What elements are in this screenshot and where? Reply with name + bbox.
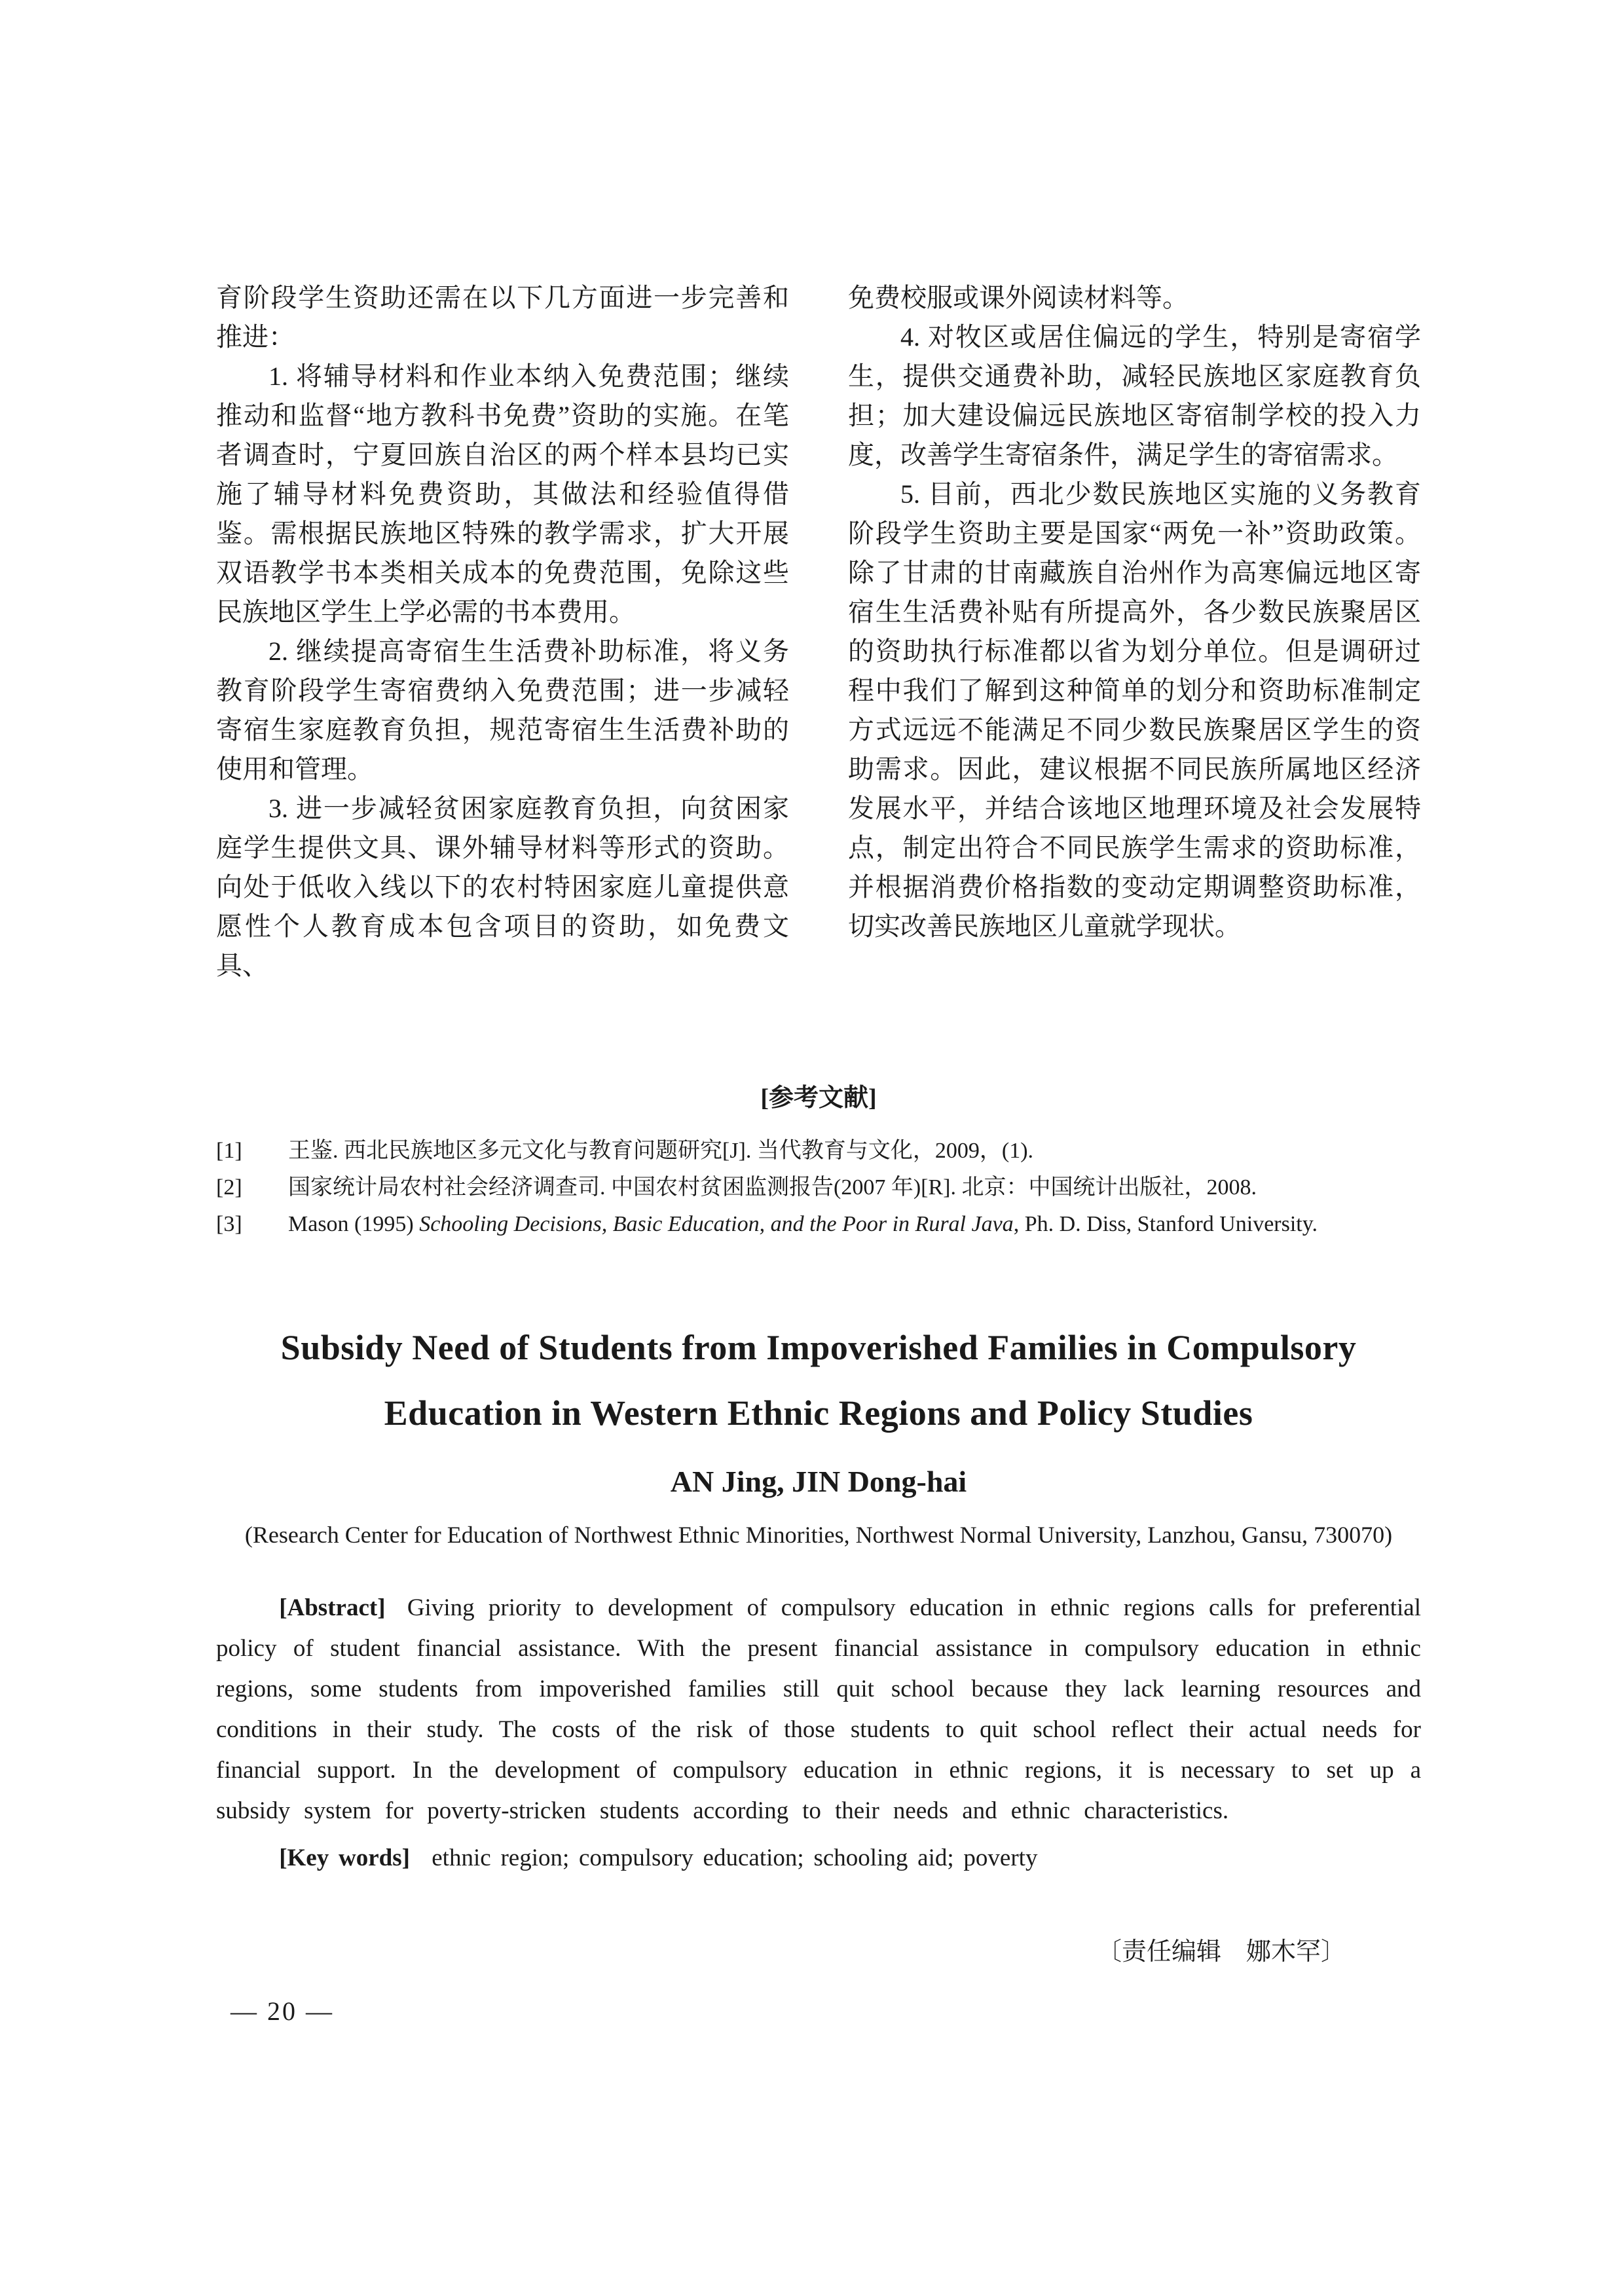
references-title: [参考文献]	[760, 1084, 877, 1112]
english-title-line-1: Subsidy Need of Students from Impoverished Families in Compulsory	[280, 1328, 1357, 1367]
paragraph-item-1: 1. 将辅导材料和作业本纳入免费范围；继续推动和监督“地方教科书免费”资助的实施。在笔者调查时，宁夏回族自治区的两个样本县均已实施了辅导材料免费资助，其做法和经验值得借鉴。需根据民族地区特殊的教学需求，扩大开展双语教学书本类相关成本的免费范围，免除这些民族地区学生上学必需的书本费用。	[216, 361, 789, 627]
reference-text: 国家统计局农村社会经济调查司. 中国农村贫困监测报告(2007 年)[R]. 北京：中国统计出版社，2008.	[288, 1175, 1257, 1200]
paragraph-continuation: 免费校服或课外阅读材料等。	[848, 283, 1189, 312]
right-column	[848, 278, 1421, 985]
reference-text	[288, 1206, 1421, 1243]
reference-entry	[216, 1206, 1421, 1243]
keywords-text: ethnic region; compulsory education; schooling aid; poverty	[432, 1845, 1038, 1871]
reference-text-suffix: , Ph. D. Diss, Stanford University.	[1013, 1212, 1318, 1236]
abstract	[216, 1588, 1421, 1831]
reference-text-prefix: Mason (1995)	[288, 1212, 420, 1236]
english-title	[216, 1315, 1421, 1446]
authors: AN Jing, JIN Dong-hai	[670, 1465, 967, 1498]
left-column	[216, 278, 789, 985]
affiliation: (Research Center for Education of Northwest Ethnic Minorities, Northwest Normal University, Lanzhou, Gansu, 730070)	[244, 1522, 1393, 1548]
reference-entry	[216, 1133, 1421, 1169]
editor-note: 〔责任编辑 娜木罕〕	[1096, 1938, 1346, 1966]
paragraph-item-4: 4. 对牧区或居住偏远的学生，特别是寄宿学生，提供交通费补助，减轻民族地区家庭教育负担；加大建设偏远民族地区寄宿制学校的投入力度，改善学生寄宿条件，满足学生的寄宿需求。	[848, 322, 1421, 469]
paragraph-item-5: 5. 目前，西北少数民族地区实施的义务教育阶段学生资助主要是国家“两免一补”资助政策。除了甘肃的甘南藏族自治州作为高寒偏远地区寄宿生生活费补贴有所提高外，各少数民族聚居区的资助执行标准都以省为划分单位。但是调研过程中我们了解到这种简单的划分和资助标准制定方式远远不能满足不同少数民族聚居区学生的资助需求。因此，建议根据不同民族所属地区经济发展水平，并结合该地区地理环境及社会发展特点，制定出符合不同民族学生需求的资助标准，并根据消费价格指数的变动定期调整资助标准，切实改善民族地区儿童就学现状。	[848, 479, 1421, 941]
abstract-label: [Abstract]	[279, 1594, 386, 1621]
paragraph-continuation: 育阶段学生资助还需在以下几方面进一步完善和推进：	[216, 283, 789, 352]
page-number: — 20 —	[231, 1996, 334, 2026]
abstract-text: Giving priority to development of compulsory education in ethnic regions calls for preferential policy of student financial assistance. With the present financial assistance in compulsory education in ethnic regions, some students from impoverished families still quit school because they lack learning resources and conditions in their study. The costs of the risk of those students to quit school reflect their actual needs for financial support. In the development of compulsory education in ethnic regions, it is necessary to set up a subsidy system for poverty-stricken students according to their needs and ethnic characteristics.	[216, 1594, 1421, 1824]
paragraph-item-2: 2. 继续提高寄宿生生活费补助标准，将义务教育阶段学生寄宿费纳入免费范围；进一步减轻寄宿生家庭教育负担，规范寄宿生生活费补助的使用和管理。	[216, 636, 789, 784]
body-columns	[216, 278, 1421, 985]
english-title-line-2: Education in Western Ethnic Regions and Policy Studies	[384, 1393, 1253, 1433]
page-content	[216, 278, 1421, 1967]
reference-label: [1]	[216, 1139, 242, 1163]
reference-text-italic: Schooling Decisions, Basic Education, and the Poor in Rural Java	[419, 1212, 1014, 1236]
keywords-label: [Key words]	[279, 1845, 410, 1871]
reference-label: [2]	[216, 1175, 242, 1200]
reference-label: [3]	[216, 1212, 242, 1236]
english-section	[216, 1315, 1421, 1879]
reference-entry	[216, 1169, 1421, 1206]
reference-text: 王鉴. 西北民族地区多元文化与教育问题研究[J]. 当代教育与文化，2009，(1).	[288, 1139, 1034, 1163]
references-section	[216, 1077, 1421, 1243]
keywords	[216, 1838, 1421, 1879]
paragraph-item-3: 3. 进一步减轻贫困家庭教育负担，向贫困家庭学生提供文具、课外辅导材料等形式的资助。向处于低收入线以下的农村特困家庭儿童提供意愿性个人教育成本包含项目的资助，如免费文具、	[216, 794, 789, 980]
